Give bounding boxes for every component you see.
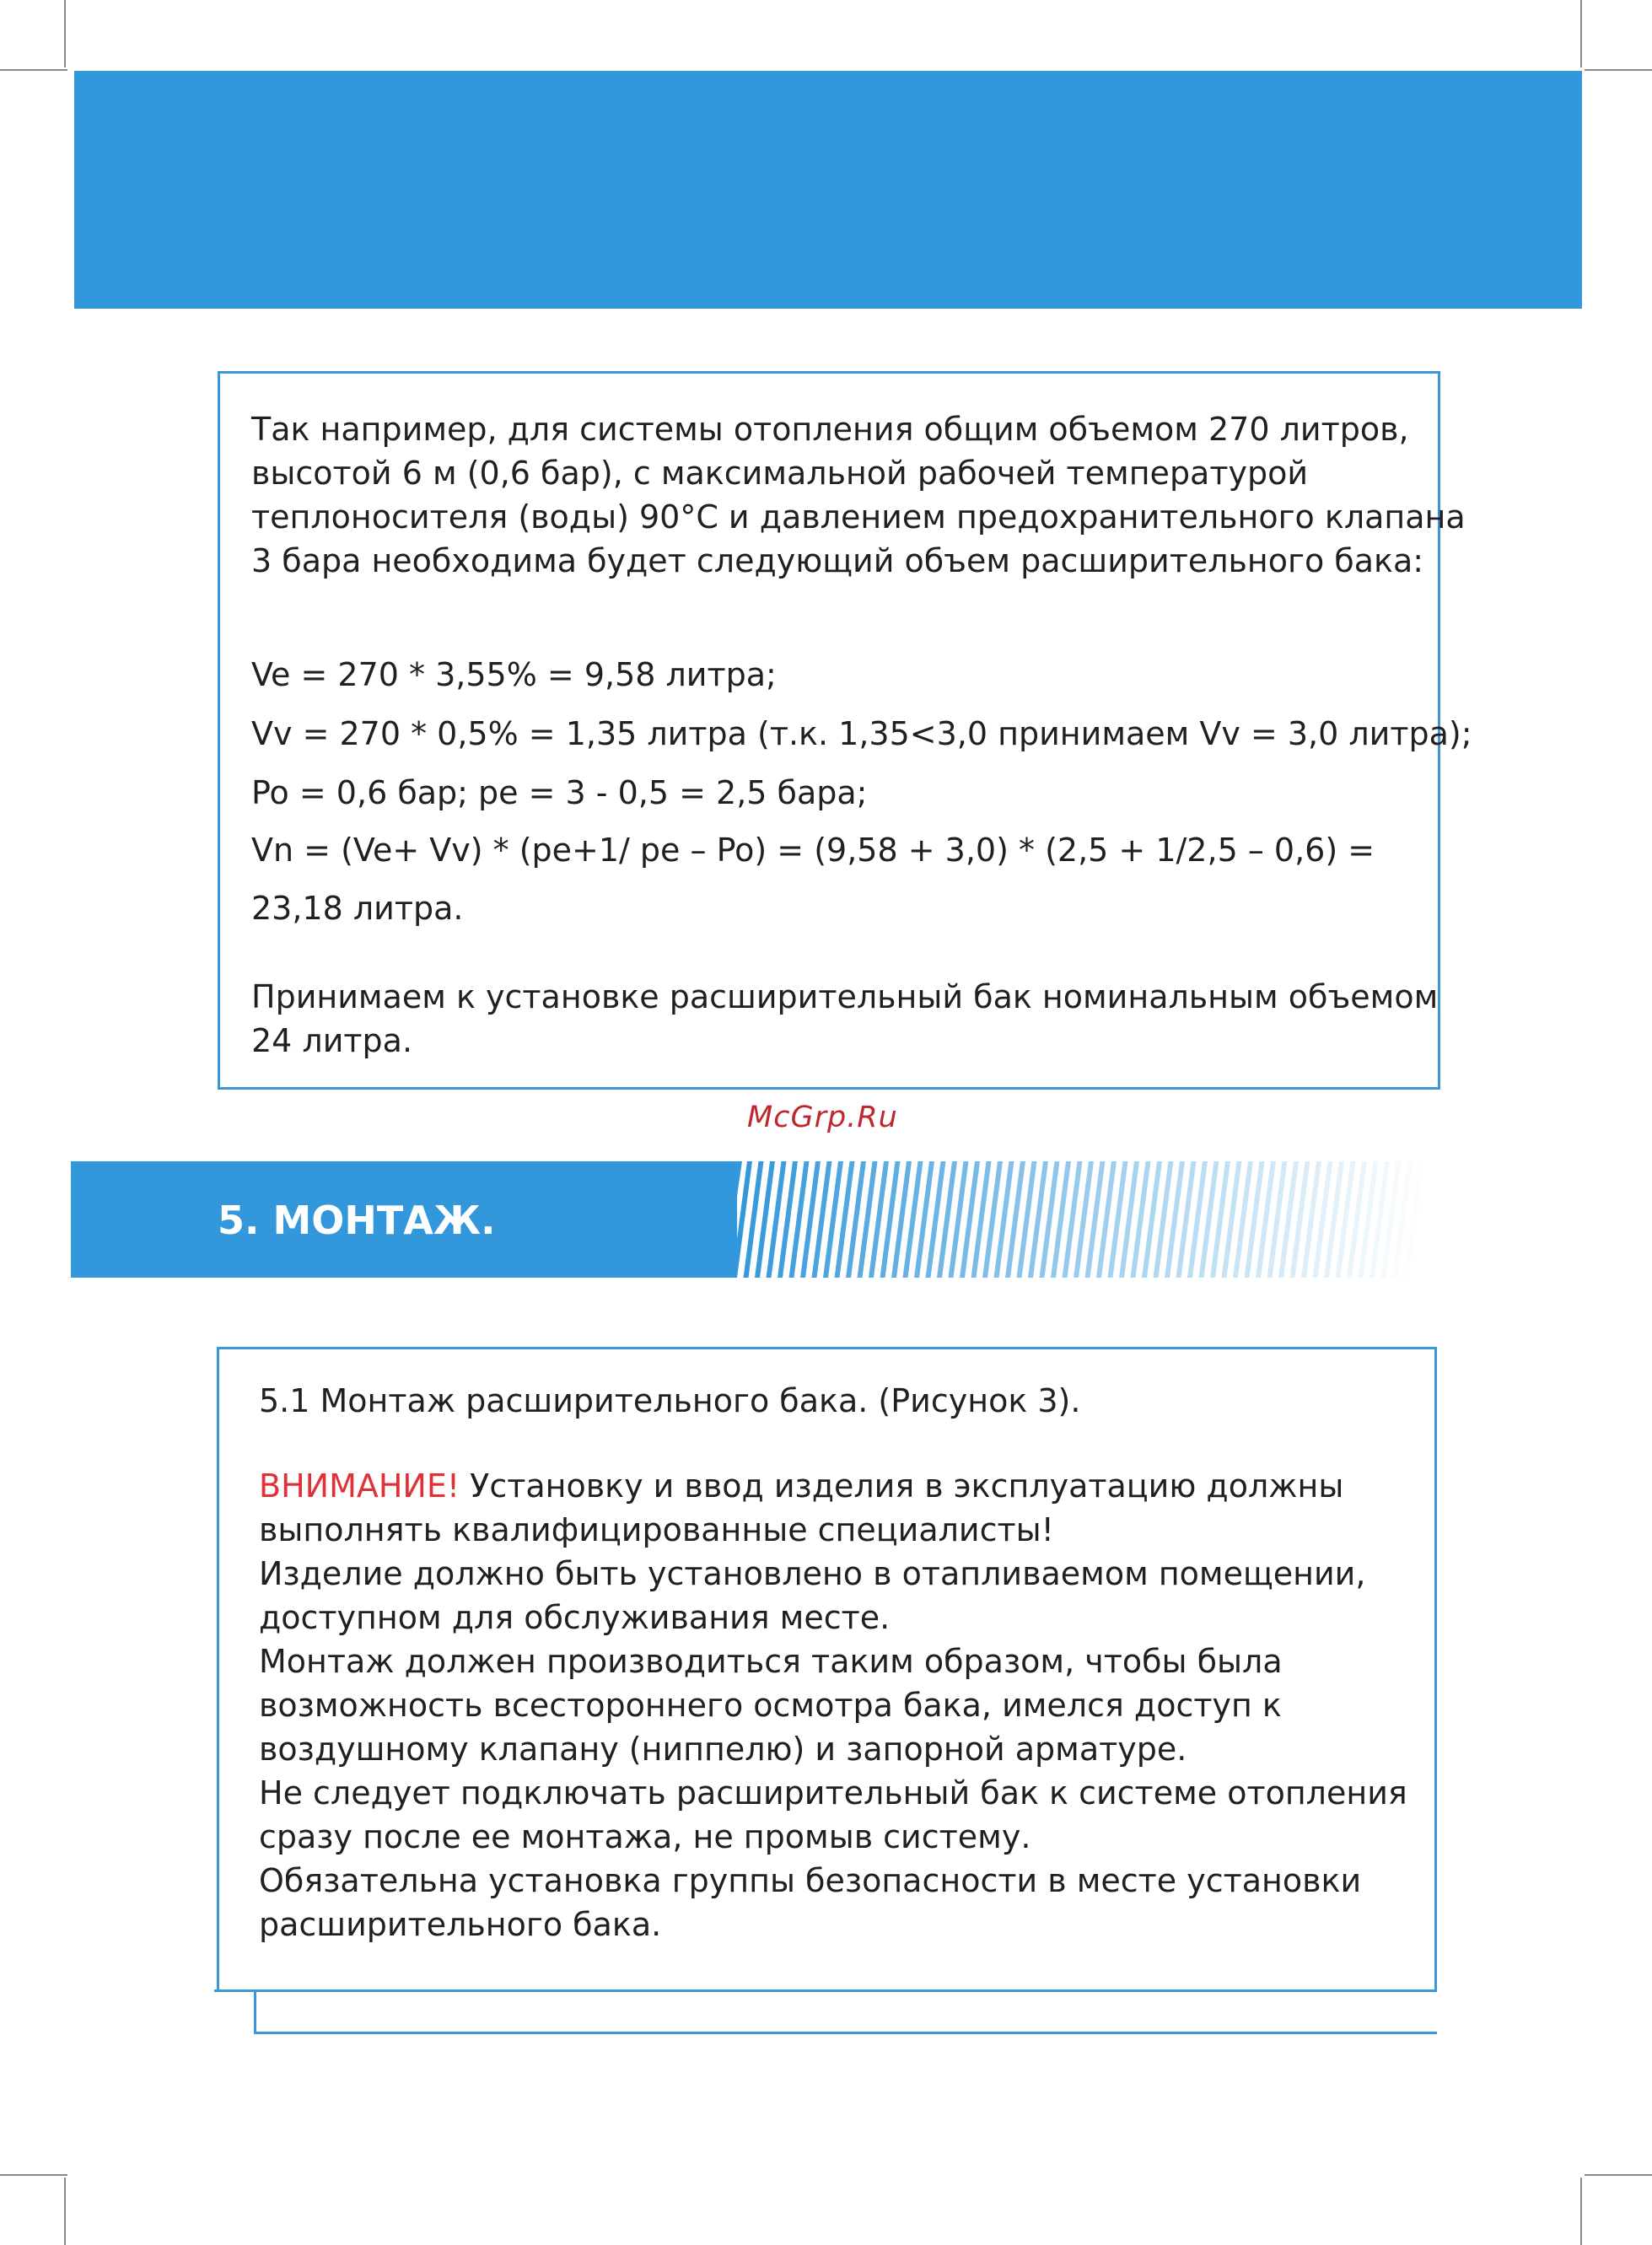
install-line: возможность всестороннего осмотра бака, имелся доступ к <box>259 1687 1282 1724</box>
formula-line: 23,18 литра. <box>251 890 464 927</box>
box-notch-line <box>214 1989 256 1992</box>
crop-mark <box>64 2178 66 2245</box>
intro-line: 3 бара необходима будет следующий объем расширительного бака: <box>251 542 1424 579</box>
box-notch-line <box>254 1989 256 2034</box>
formula-line: Vv = 270 * 0,5% = 1,35 литра (т.к. 1,35<3,0 принимаем Vv = 3,0 литра); <box>251 715 1472 752</box>
crop-mark <box>0 69 67 71</box>
stripe-decoration <box>708 1161 1434 1278</box>
crop-mark <box>1580 0 1582 67</box>
install-line: расширительного бака. <box>259 1906 662 1943</box>
intro-line: высотой 6 м (0,6 бар), с максимальной рабочей температурой <box>251 455 1309 492</box>
install-line: доступном для обслуживания месте. <box>259 1599 891 1636</box>
crop-mark <box>1585 69 1652 71</box>
warning-line <box>259 1464 1343 1508</box>
install-line: выполнять квалифицированные специалисты! <box>259 1511 1054 1548</box>
intro-line: Так например, для системы отопления общим объемом 270 литров, <box>251 411 1409 448</box>
install-line: Изделие должно быть установлено в отапливаемом помещении, <box>259 1555 1366 1592</box>
formula-line: Po = 0,6 бар; pe = 3 - 0,5 = 2,5 бара; <box>251 774 868 811</box>
install-line: воздушному клапану (ниппелю) и запорной арматуре. <box>259 1731 1187 1768</box>
crop-mark <box>1585 2174 1652 2176</box>
formula-line: Vn = (Ve+ Vv) * (pe+1/ pe – Po) = (9,58 + 3,0) * (2,5 + 1/2,5 – 0,6) = <box>251 832 1375 869</box>
formula-line: Ve = 270 * 3,55% = 9,58 литра; <box>251 656 777 693</box>
install-heading: 5.1 Монтаж расширительного бака. (Рисунок 3). <box>259 1382 1081 1419</box>
install-line: сразу после ее монтажа, не промыв систему. <box>259 1818 1031 1855</box>
warning-text: Установку и ввод изделия в эксплуатацию должны <box>460 1467 1344 1505</box>
warning-label: ВНИМАНИЕ! <box>259 1467 460 1505</box>
conclusion-line: 24 литра. <box>251 1022 413 1059</box>
crop-mark <box>0 2174 67 2176</box>
conclusion-line: Принимаем к установке расширительный бак номинальным объемом <box>251 978 1439 1015</box>
section-title: 5. МОНТАЖ. <box>218 1198 496 1243</box>
crop-mark <box>64 0 66 67</box>
crop-mark <box>1580 2178 1582 2245</box>
install-line: Не следует подключать расширительный бак к системе отопления <box>259 1774 1407 1812</box>
install-line: Обязательна установка группы безопасности в месте установки <box>259 1862 1362 1899</box>
watermark: McGrp.Ru <box>747 1101 898 1134</box>
intro-line: теплоносителя (воды) 90°С и давлением предохранительного клапана <box>251 498 1466 536</box>
box-notch <box>214 1992 255 2034</box>
header-band <box>74 71 1582 309</box>
install-line: Монтаж должен производиться таким образом, чтобы была <box>259 1643 1283 1680</box>
box-notch-line <box>254 2032 1437 2034</box>
